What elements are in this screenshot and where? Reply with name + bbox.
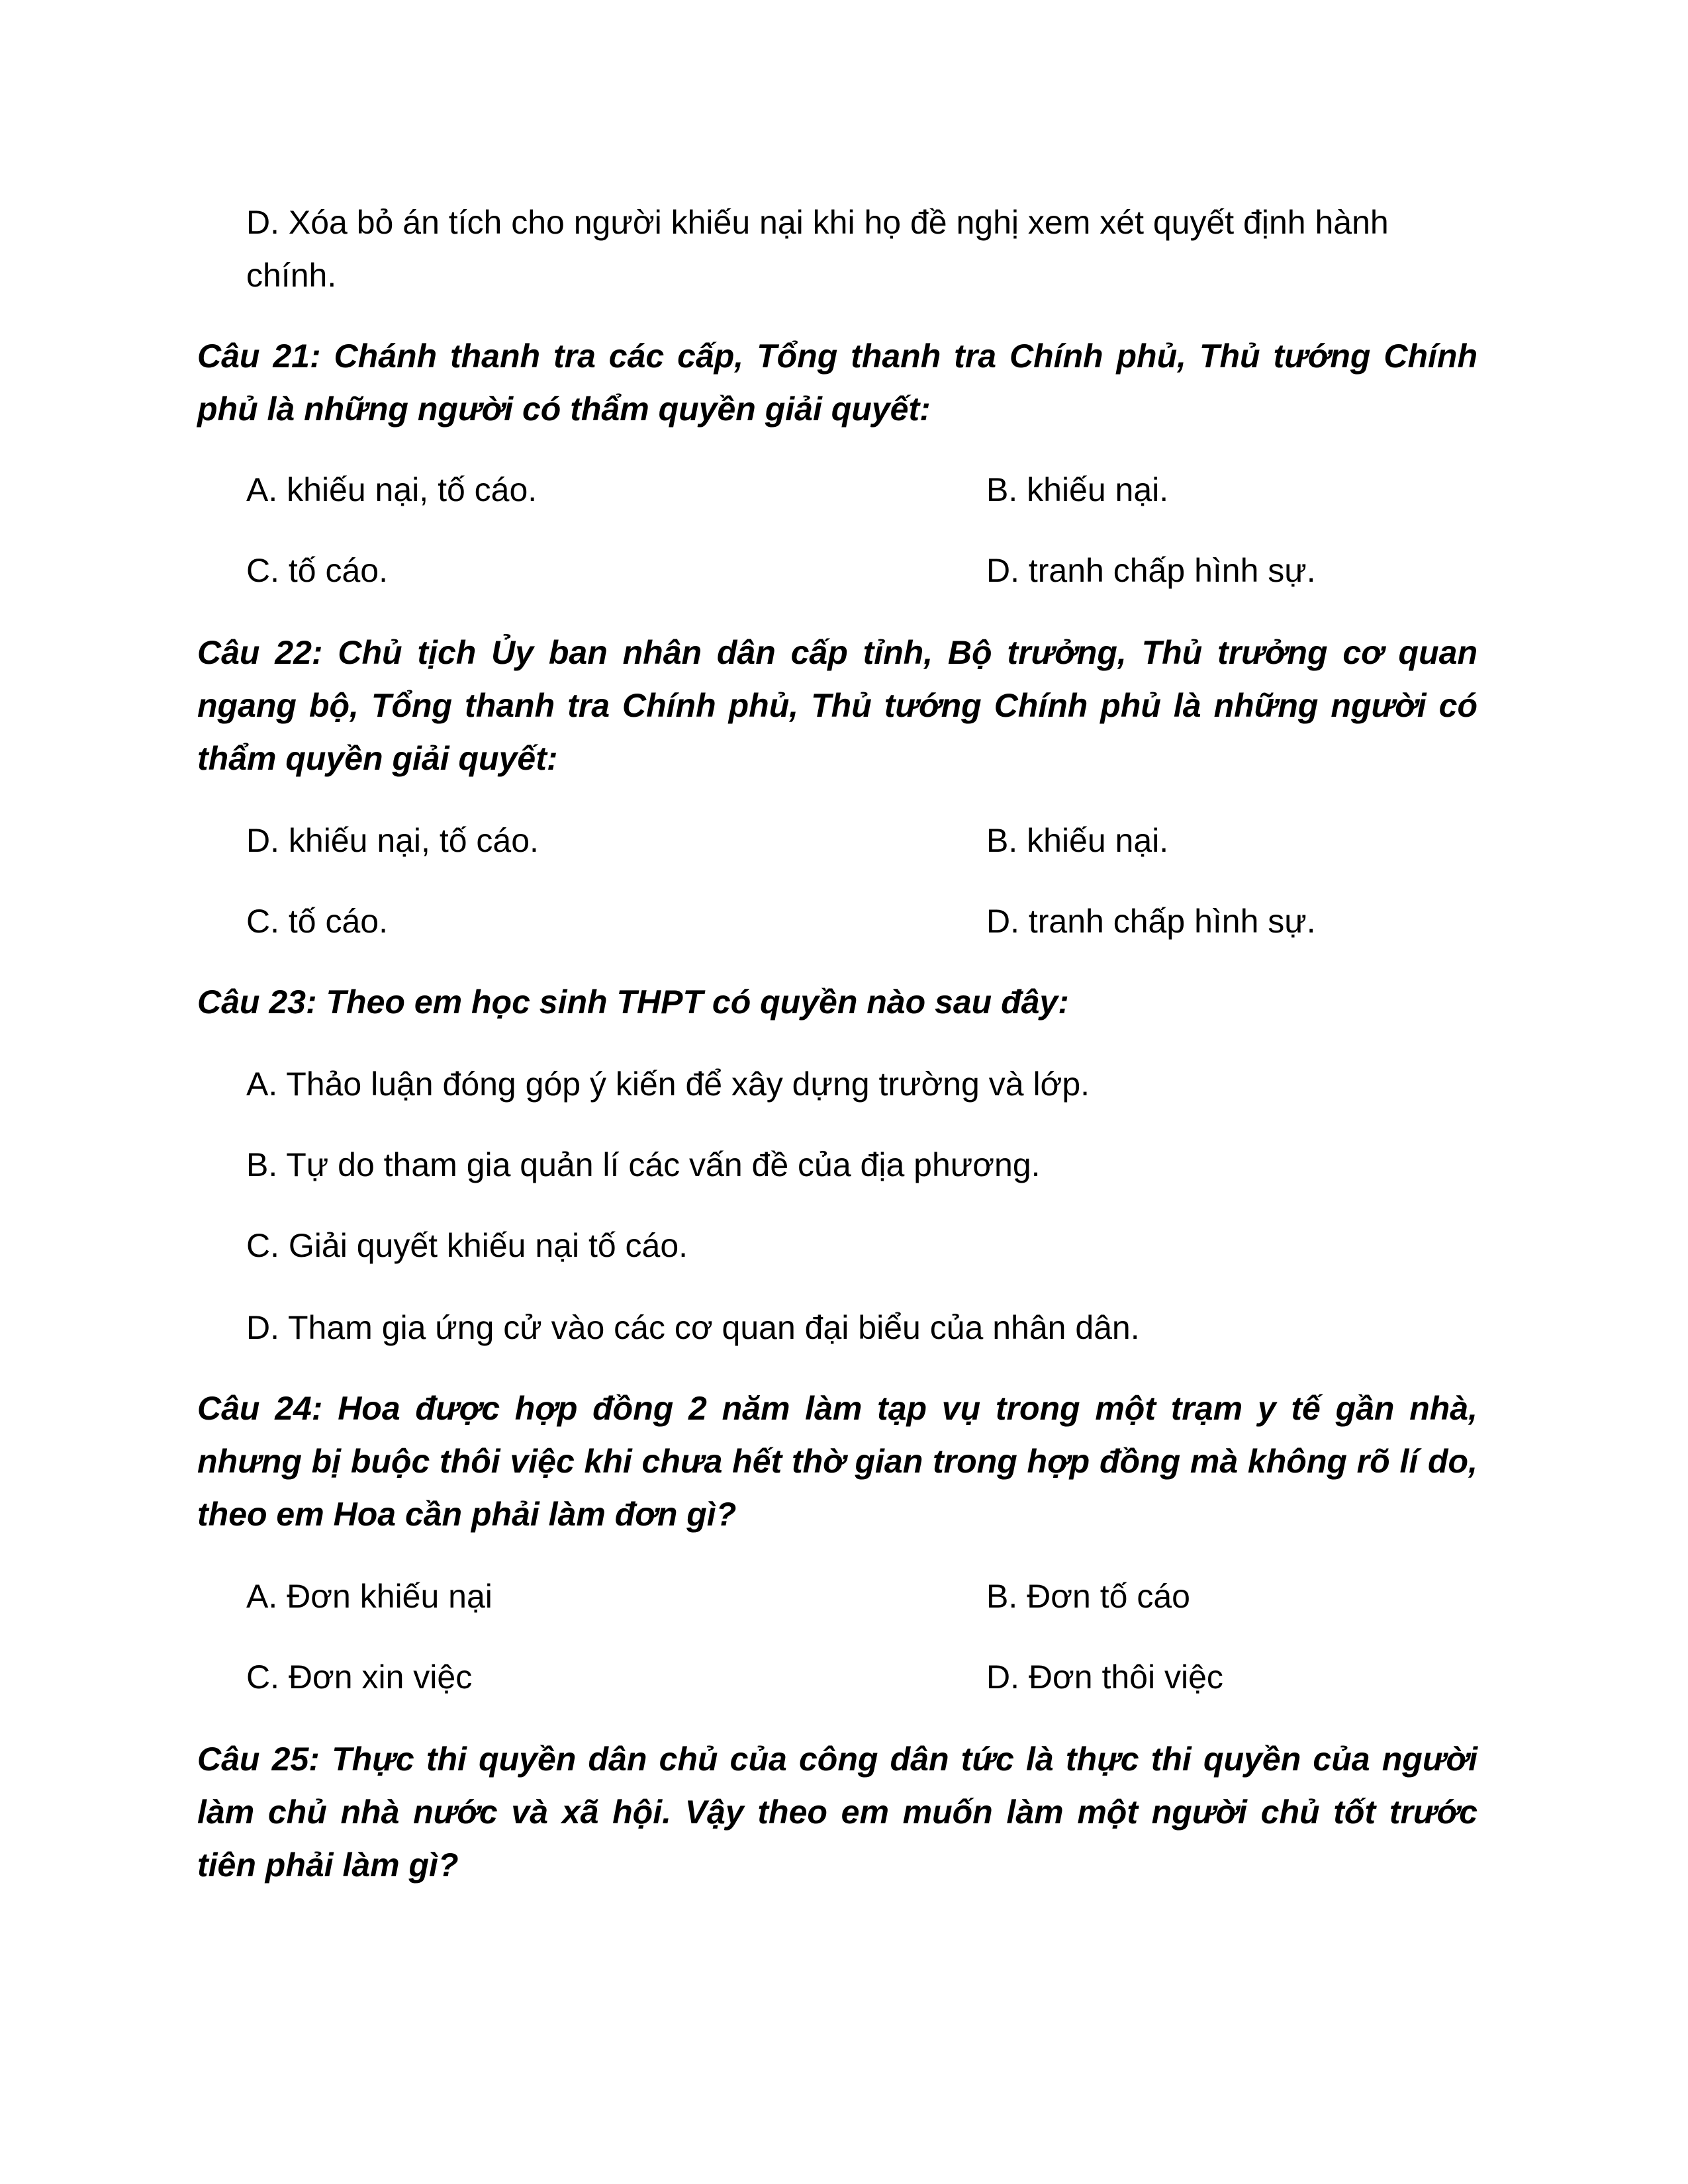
q21-option-a: A. khiếu nại, tố cáo. [246,471,538,508]
q24-option-a: A. Đơn khiếu nại [246,1578,492,1615]
question-24-line1: Câu 24: Hoa được hợp đồng 2 năm làm tạp vụ trong một trạm y tế gần nhà, [197,1390,1477,1427]
q23-option-d: D. Tham gia ứng cử vào các cơ quan đại biểu của nhân dân. [246,1309,1140,1346]
question-23-line1: Câu 23: Theo em học sinh THPT có quyền nào sau đây: [197,983,1069,1021]
q24-option-c: C. Đơn xin việc [246,1659,473,1696]
q21-option-d: D. tranh chấp hình sự. [986,552,1316,589]
q22-option-a: D. khiếu nại, tố cáo. [246,822,539,859]
q22-option-b: B. khiếu nại. [986,822,1169,859]
q24-option-b: B. Đơn tố cáo [986,1578,1190,1615]
q23-option-a: A. Thảo luận đóng góp ý kiến để xây dựng trường và lớp. [246,1066,1090,1103]
option-d-q20-line1: D. Xóa bỏ án tích cho người khiếu nại khi họ đề nghị xem xét quyết định hành [246,204,1389,241]
question-24-line3: theo em Hoa cần phải làm đơn gì? [197,1496,737,1533]
question-25-line1: Câu 25: Thực thi quyền dân chủ của công dân tức là thực thi quyền của người [197,1741,1477,1778]
q21-option-c: C. tố cáo. [246,552,388,589]
question-25-line3: tiên phải làm gì? [197,1846,459,1884]
q22-option-c: C. tố cáo. [246,903,388,940]
q23-option-c: C. Giải quyết khiếu nại tố cáo. [246,1227,688,1264]
question-22-line3: thẩm quyền giải quyết: [197,740,558,777]
q24-option-d: D. Đơn thôi việc [986,1659,1223,1696]
question-21-line2: phủ là những người có thẩm quyền giải quyết: [197,390,931,428]
question-25-line2: làm chủ nhà nước và xã hội. Vậy theo em muốn làm một người chủ tốt trước [197,1794,1477,1831]
question-21-line1: Câu 21: Chánh thanh tra các cấp, Tổng thanh tra Chính phủ, Thủ tướng Chính [197,338,1477,375]
question-22-line1: Câu 22: Chủ tịch Ủy ban nhân dân cấp tỉnh, Bộ trưởng, Thủ trưởng cơ quan [197,634,1477,671]
question-22-line2: ngang bộ, Tổng thanh tra Chính phủ, Thủ tướng Chính phủ là những người có [197,687,1477,724]
option-d-q20-line2: chính. [246,257,337,294]
q22-option-d: D. tranh chấp hình sự. [986,903,1316,940]
question-24-line2: nhưng bị buộc thôi việc khi chưa hết thờ gian trong hợp đồng mà không rõ lí do, [197,1443,1477,1480]
q23-option-b: B. Tự do tham gia quản lí các vấn đề của địa phương. [246,1146,1041,1183]
q21-option-b: B. khiếu nại. [986,471,1169,508]
